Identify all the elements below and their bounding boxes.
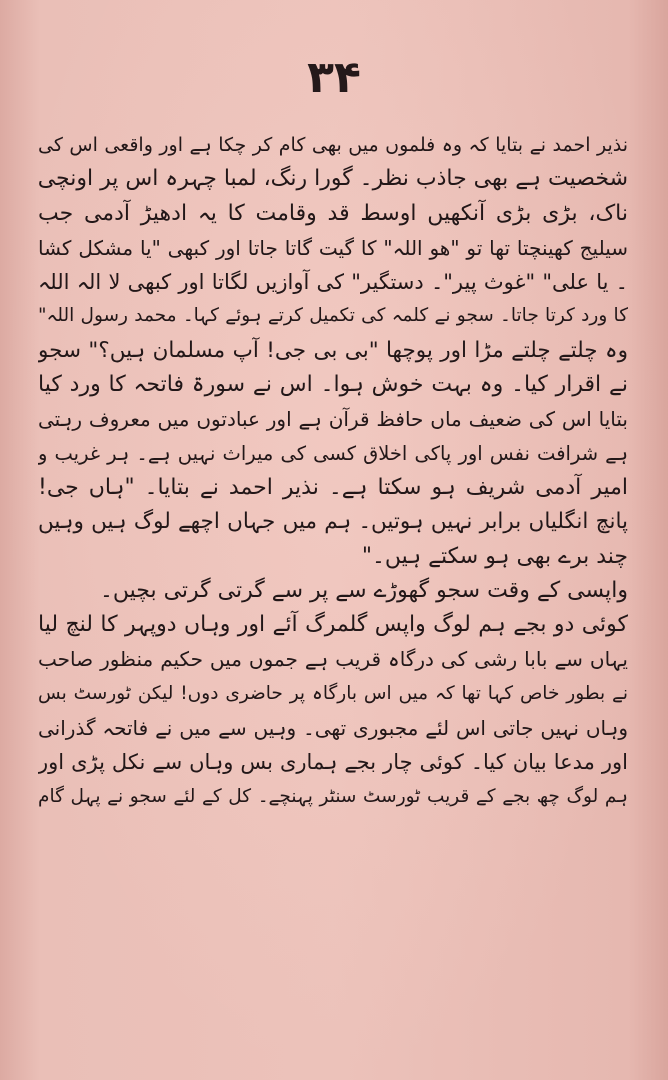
text-line: ہم لوگ چھ بجے کے قریب ٹورسٹ سنٹر پہنچے۔ کل کے لئے سجو نے پہل گام [38,785,628,807]
text-line: ۔ یا علی" "غوث پیر"۔ دستگیر" کی آوازیں لگاتا اور کبھی لا الہ اللہ [38,270,628,295]
text-line: کا ورد کرتا جاتا۔ سجو نے کلمہ کی تکمیل کرتے ہوئے کہا۔ محمد رسول اللہ" [38,305,628,327]
text-line: بتایا اس کی ضعیف ماں حافظ قرآن ہے اور عبادتوں میں معروف رہتی [38,407,628,432]
text-line: نے بطور خاص کہا تھا کہ میں اس بارگاہ پر حاضری دوں! لیکن ٹورسٹ بس [38,682,628,704]
text-line: واپسی کے وقت سجو گھوڑے سے پر سے گرتی گرتی بچیں۔ [99,577,628,603]
text-line: کوئی دو بجے ہم لوگ واپس گلمرگ آئے اور وہاں دوپہر کا لنچ لیا [38,612,628,638]
text-line: پانچ انگلیاں برابر نہیں ہوتیں۔ ہم میں جہاں اچھے لوگ ہیں وہیں [38,509,628,535]
text-line: وہ چلتے چلتے مڑا اور پوچھا "بی بی جی! آپ مسلمان ہیں؟" سجو [38,337,628,363]
text-line: چند برے بھی ہو سکتے ہیں۔" [361,543,628,569]
text-line: اور مدعا بیان کیا۔ کوئی چار بجے ہماری بس وہاں سے نکل پڑی اور [38,750,628,775]
text-line: سیلیج کھینچتا تھا تو "ھو اللہ" کا گیت گاتا جاتا اور کبھی "یا مشکل کشا [38,235,628,260]
text-line: ناک، بڑی بڑی آنکھیں اوسط قد وقامت کا یہ ادھیڑ آدمی جب [38,200,628,226]
body-text [38,128,628,814]
text-line: وہاں نہیں جاتی اس لئے مجبوری تھی۔ وہیں سے میں نے فاتحہ گذرانی [38,716,628,741]
text-line: شخصیت ہے بھی جاذب نظر۔ گورا رنگ، لمبا چہرہ اس پر اونچی [38,166,628,192]
page-number: ۳۴ [307,52,361,103]
text-line: نذیر احمد نے بتایا کہ وہ فلموں میں بھی کام کر چکا ہے اور واقعی اس کی [38,134,628,156]
text-line: ہے شرافت نفس اور پاکی اخلاق کسی کی میراث نہیں ہے۔ ہر غریب و [38,441,628,465]
text-line: نے اقرار کیا۔ وہ بہت خوش ہوا۔ اس نے سورۃ فاتحہ کا ورد کیا [38,372,628,398]
text-line: یہاں سے بابا رشی کی درگاہ قریب ہے جموں میں حکیم منظور صاحب [38,647,628,672]
text-line: امیر آدمی شریف ہو سکتا ہے۔ نذیر احمد نے بتایا۔ "ہاں جی! [38,474,628,500]
